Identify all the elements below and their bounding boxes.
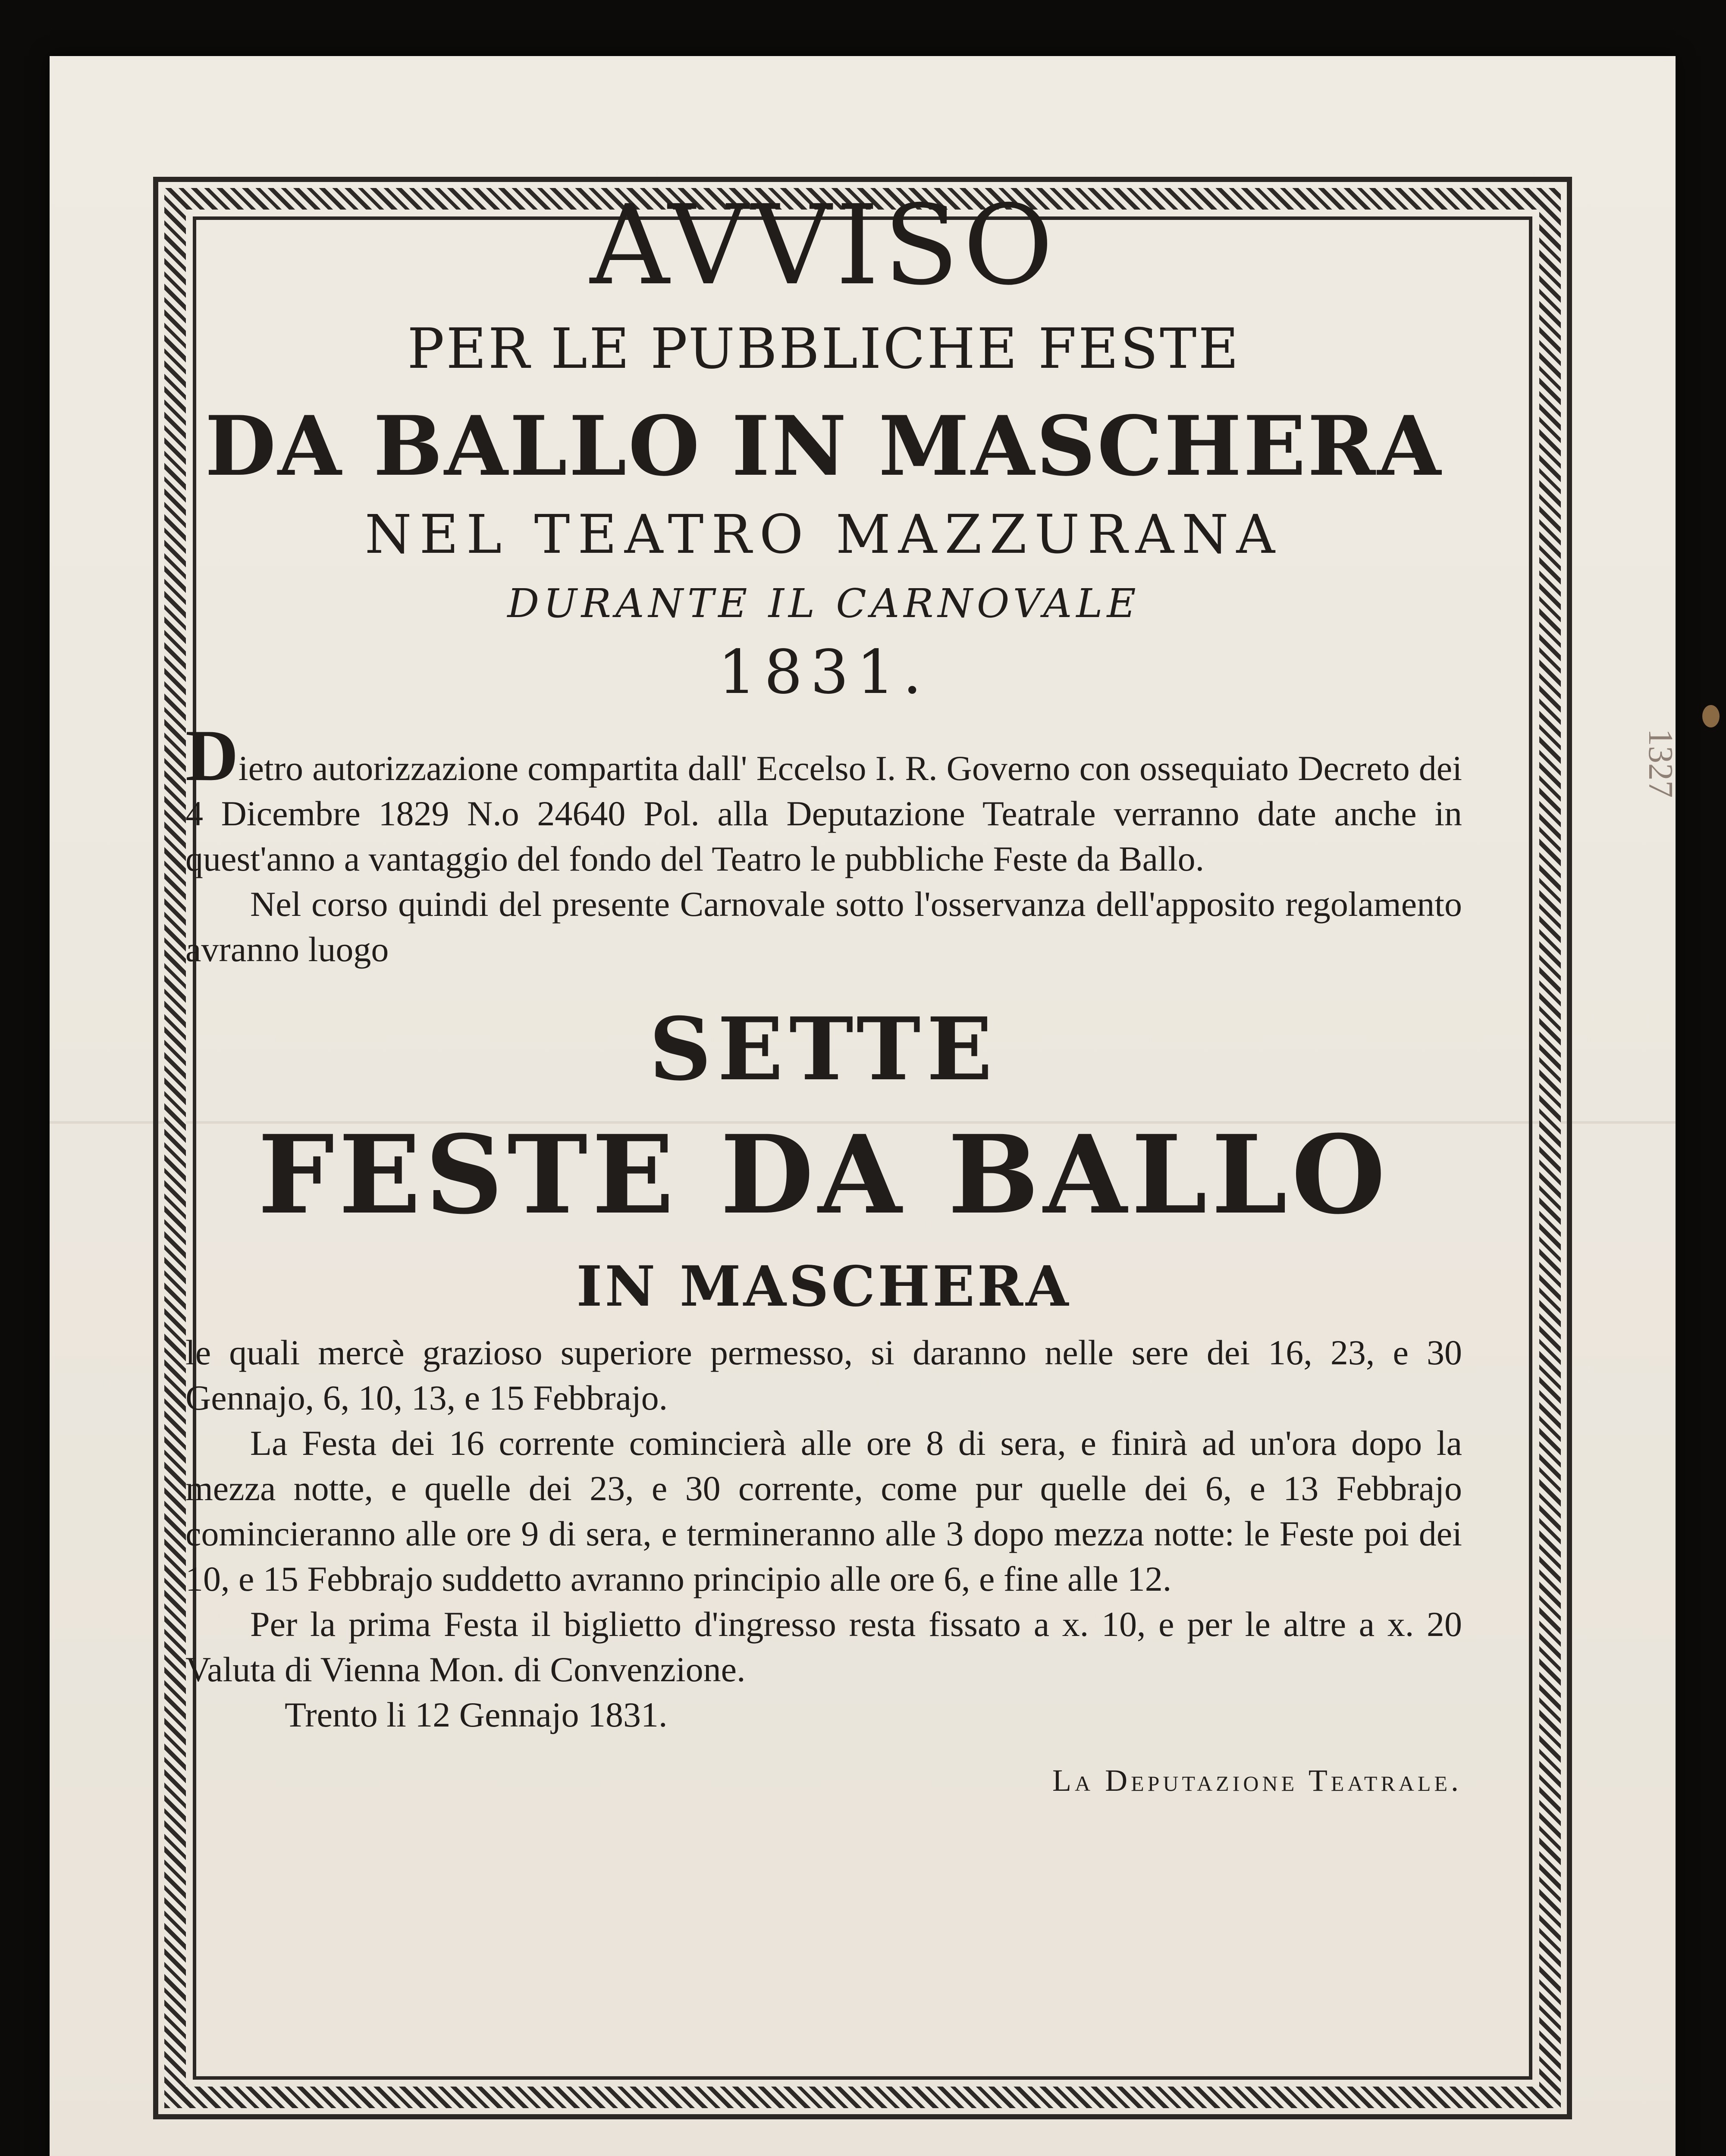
dateline: Trento li 12 Gennajo 1831. [285, 1695, 668, 1734]
venue-line: NEL TEATRO MAZZURANA [364, 504, 1283, 566]
notice-title: AVVISO [590, 182, 1058, 310]
signature: La Deputazione Teatrale. [1052, 1763, 1462, 1798]
schedule-paragraph: La Festa dei 16 corrente comincierà alle ore 8 di sera, e finirà ad un'ora dopo la mezza notte, e quelle dei 23, e 30 corrente, come pur quelle dei 6, e 13 Febbrajo comincieranno alle ore 9 di sera, e termineranno alle 3 dopo mezza notte: le Feste poi dei 10, e 15 Febbrajo suddetto avranno principio alle ore 6, e fine alle 12. [185, 1423, 1462, 1598]
notice-content [185, 181, 1462, 1804]
prices-paragraph: Per la prima Festa il biglietto d'ingresso resta fissato a x. 10, e per le altre a x. 20 Valuta di Vienna Mon. di Convenzione. [185, 1604, 1462, 1689]
headline-sub: IN MASCHERA [576, 1254, 1071, 1319]
dates-paragraph: le quali mercè grazioso superiore permesso, si daranno nelle sere dei 16, 23, e 30 Gennajo, 6, 10, 13, e 15 Febbrajo. [185, 1333, 1462, 1417]
intro-paragraph [185, 715, 1462, 881]
drop-cap: D [185, 715, 239, 796]
ink-stain [1702, 705, 1720, 727]
subtitle-line-1: PER LE PUBBLICHE FESTE [407, 317, 1240, 381]
intro-text: ietro autorizzazione compartita dall' Eccelso I. R. Governo con ossequiato Decreto dei 4 Dicembre 1829 N.o 24640 Pol. alla Deputazione Teatrale verranno date anche in quest'anno a vantaggio del fondo del Teatro le pubbliche Feste da Ballo. [185, 749, 1462, 878]
headline-count: SETTE [649, 999, 998, 1100]
period-line: DURANTE IL CARNOVALE [507, 580, 1140, 627]
pencil-marginalia: 1327 [1641, 729, 1679, 798]
second-paragraph: Nel corso quindi del presente Carnovale sotto l'osservanza dell'apposito regolamento avranno luogo [185, 884, 1462, 969]
subtitle-line-2: DA BALLO IN MASCHERA [205, 398, 1443, 494]
headline-main: FESTE DA BALLO [257, 1111, 1390, 1238]
year-line: 1831. [718, 637, 930, 708]
